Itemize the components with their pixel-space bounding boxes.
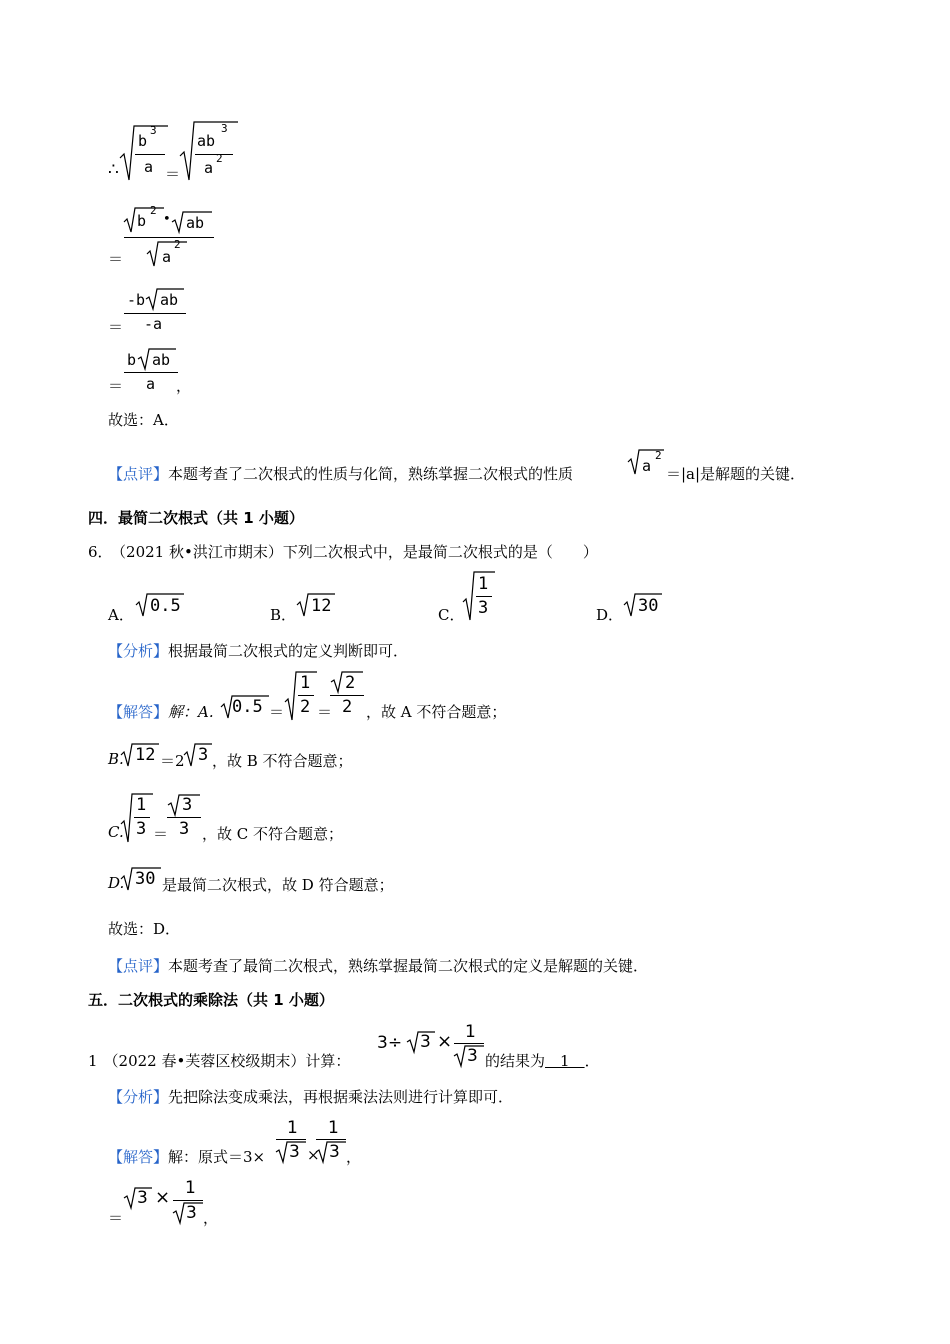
question-number: 1 (88, 1052, 98, 1070)
sol-a-num2: 2 (345, 673, 356, 693)
sol7-times: × (307, 1146, 320, 1164)
comma: ， (176, 377, 192, 395)
step4-b: b (127, 351, 137, 369)
sol-a-den: 2 (300, 697, 311, 717)
question-source: （2021 秋•洪江市期末） (118, 543, 283, 561)
question-text: 计算： (305, 1052, 351, 1070)
sol-d-lead: D. (108, 874, 125, 892)
step2-b: b (137, 212, 147, 230)
step2-ab: ab (186, 214, 205, 232)
q7-den-rad: 3 (467, 1046, 478, 1066)
step7b-num: 1 (185, 1178, 196, 1198)
sol-b-lead: B. (108, 750, 124, 768)
comment-rad-exp: 2 (655, 449, 662, 462)
rhs-exp: 3 (221, 122, 228, 135)
step3-neg-b: -b (127, 291, 146, 309)
solution-lead: 解：原式＝3× (168, 1148, 266, 1166)
option-a-label: A． (108, 606, 134, 624)
dot-symbol: • (163, 212, 171, 227)
solution-lead: 解：A. (168, 703, 214, 721)
q7-times: × (437, 1031, 453, 1052)
question-number: 6． (88, 543, 113, 561)
comment-tag: 【点评】 (108, 465, 169, 483)
sol7-num2: 1 (328, 1118, 339, 1138)
sol-a-rad: 0.5 (232, 697, 263, 717)
choice-d-line: 故选：D． (108, 920, 181, 938)
comment-1 (108, 463, 573, 484)
question-text: 下列二次根式中，是最简二次根式的是（ ） (282, 543, 598, 561)
option-a-value: 0.5 (150, 596, 181, 616)
section-heading-5: 五．二次根式的乘除法（共 1 小题） (88, 991, 334, 1009)
option-d-label: D． (596, 606, 624, 624)
option-c-den: 3 (478, 598, 489, 618)
step4-fraction-bar (124, 372, 178, 373)
sol-a-num: 1 (300, 673, 311, 693)
option-c-label: C． (438, 606, 465, 624)
sol-c-bar2 (167, 817, 201, 818)
sol-a-den2: 2 (342, 697, 353, 717)
sol-c-num: 1 (136, 795, 147, 815)
question-7 (88, 1050, 350, 1071)
lhs-numerator: b (138, 132, 148, 150)
step3-ab: ab (160, 291, 179, 309)
rhs-denominator: a (204, 159, 214, 177)
q7-num: 1 (465, 1022, 476, 1042)
solution-6-a (108, 701, 214, 722)
sol-b-rad2: 3 (198, 745, 209, 765)
sol-d-tail: 是最简二次根式，故 D 符合题意； (162, 876, 394, 894)
sol-b-eq: ＝2 (160, 752, 185, 770)
sol7-tail: ， (346, 1148, 362, 1166)
comment-2 (108, 955, 648, 976)
analysis-tag: 【分析】 (108, 642, 169, 660)
sol-a-eq2: ＝ (317, 703, 333, 721)
equals-sign: ＝ (108, 250, 124, 268)
step7b-den-rad: 3 (186, 1203, 197, 1223)
sol-b-rad: 12 (135, 745, 156, 765)
option-b-label: B． (270, 606, 297, 624)
analysis-7 (108, 1086, 513, 1107)
equals-sign: ＝ (165, 165, 181, 183)
step7b-rad: 3 (137, 1188, 148, 1208)
step7b-times: × (155, 1187, 171, 1208)
comment-text: 本题考查了二次根式的性质与化简，熟练掌握二次根式的性质 (168, 465, 574, 483)
analysis-text: 先把除法变成乘法，再根据乘法法则进行计算即可． (168, 1088, 514, 1106)
comment-tag: 【点评】 (108, 957, 169, 975)
sol-c-num2: 3 (182, 795, 193, 815)
sol-b-tail: ，故 B 不符合题意； (212, 752, 353, 770)
analysis-text: 根据最简二次根式的定义判断即可． (168, 642, 409, 660)
section-heading-4: 四．最简二次根式（共 1 小题） (88, 509, 304, 527)
solution-7 (108, 1146, 265, 1167)
sol-c-den2: 3 (179, 819, 190, 839)
equals-sign: ＝ (108, 377, 124, 395)
option-d-value: 30 (638, 596, 659, 616)
equals-sign: ＝ (108, 318, 124, 336)
step2-den: a (162, 248, 172, 266)
choice-a-line: 故选：A． (108, 411, 179, 429)
sol7-num: 1 (287, 1118, 298, 1138)
step3-den: -a (144, 315, 163, 333)
step2-den-exp: 2 (174, 238, 181, 251)
lhs-denominator: a (144, 158, 154, 176)
sol-a-tail: ，故 A 不符合题意； (366, 703, 507, 721)
solution-tag: 【解答】 (108, 703, 169, 721)
step7b-tail: ， (203, 1209, 219, 1227)
therefore-symbol: ∴ (108, 160, 119, 180)
sol7-den-rad: 3 (289, 1142, 300, 1162)
solution-tag: 【解答】 (108, 1148, 169, 1166)
sol-d-rad: 30 (135, 869, 156, 889)
rhs-numerator: ab (197, 132, 216, 150)
step2-b-exp: 2 (150, 204, 157, 217)
q7-rad: 3 (420, 1032, 431, 1052)
q7-answer: 1 (545, 1052, 585, 1070)
rhs-den-exp: 2 (216, 152, 223, 165)
step3-fraction-bar (124, 313, 186, 314)
step7b-eq: ＝ (108, 1209, 124, 1227)
step4-den: a (146, 375, 156, 393)
sol7-den-rad2: 3 (329, 1142, 340, 1162)
sol-c-eq: ＝ (153, 825, 169, 843)
q7-tail: 的结果为 (485, 1052, 546, 1070)
q7-tail-group (485, 1050, 600, 1071)
rhs-fraction-bar (195, 154, 233, 155)
sol-c-bar (134, 817, 150, 818)
comment-text: 本题考查了最简二次根式，熟练掌握最简二次根式的定义是解题的关键． (168, 957, 649, 975)
sol-c-lead: C. (108, 823, 124, 841)
lhs-exp: 3 (150, 124, 157, 137)
sol-c-den: 3 (136, 819, 147, 839)
sol-c-tail: ，故 C 不符合题意； (202, 825, 344, 843)
question-source: （2022 春•芙蓉区校级期末） (103, 1052, 306, 1070)
comment-rad-a: a (642, 457, 652, 475)
sol-a-bar (298, 695, 314, 696)
analysis-6 (108, 640, 408, 661)
q7-end: ． (584, 1052, 600, 1070)
option-b-value: 12 (311, 596, 332, 616)
q7-expr-a: 3÷ (377, 1033, 403, 1053)
sol-a-bar2 (330, 695, 364, 696)
step2-fraction-bar (124, 237, 214, 238)
sol-a-eq: ＝ (269, 703, 285, 721)
step4-ab: ab (152, 351, 171, 369)
option-c-num: 1 (478, 574, 489, 594)
lhs-fraction-bar (135, 154, 165, 155)
analysis-tag: 【分析】 (108, 1088, 169, 1106)
question-6 (88, 541, 598, 562)
comment-text-2: ＝|a|是解题的关键． (666, 465, 806, 483)
option-c-bar (476, 596, 492, 597)
